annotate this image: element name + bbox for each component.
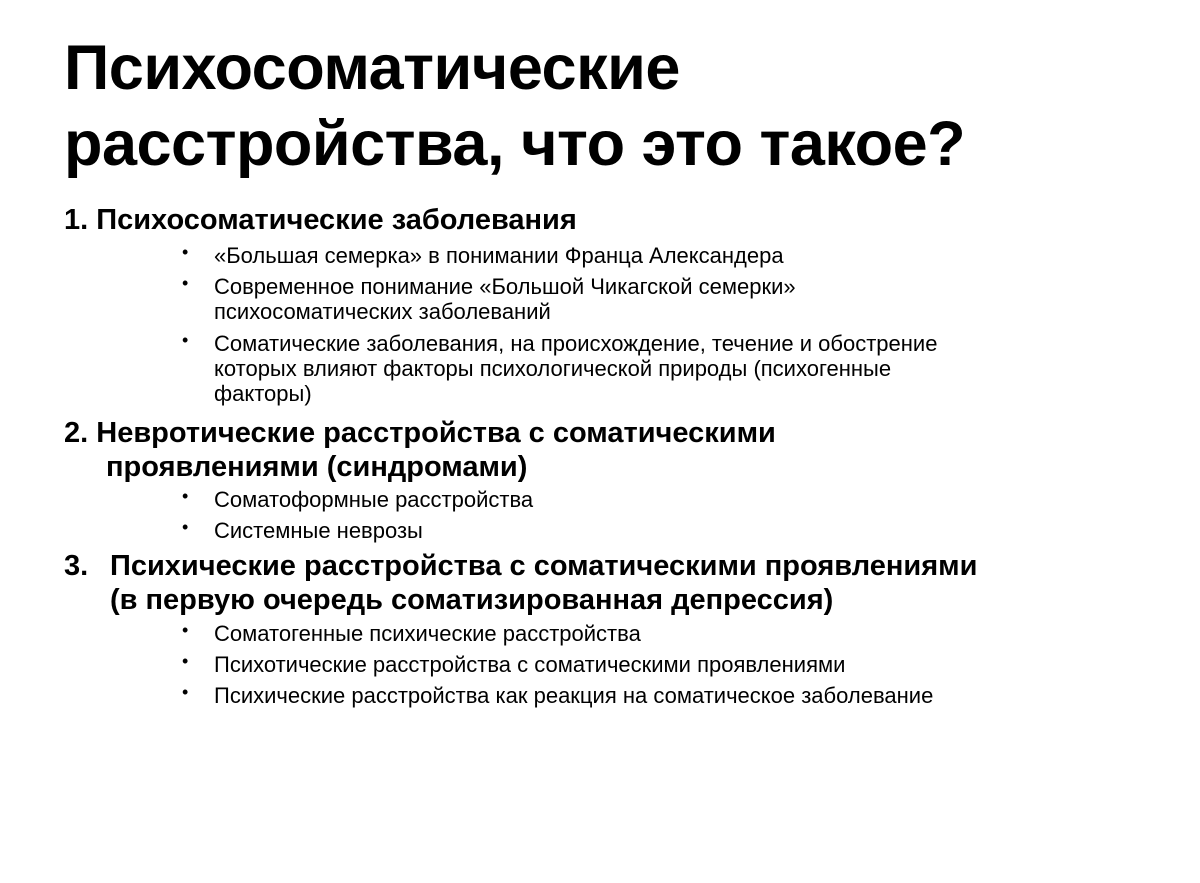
bullet-text-line: Психотические расстройства с соматическими проявлениями	[214, 652, 846, 677]
bullet-dot-icon: •	[182, 486, 189, 506]
section-3-heading	[64, 549, 977, 617]
bullet-text-line: Системные неврозы	[214, 518, 423, 543]
bullet-text-line: факторы)	[214, 381, 312, 406]
section-2-number: 2.	[64, 417, 89, 449]
slide-title-line-2: расстройства, что это такое?	[64, 109, 966, 179]
bullet-dot-icon: •	[182, 330, 189, 350]
section-2-heading-line-1: Невротические расстройства с соматическими	[96, 417, 776, 449]
bullet-text-line: «Большая семерка» в понимании Франца Александера	[214, 243, 784, 268]
bullet-text-line: психосоматических заболеваний	[214, 299, 551, 324]
section-3-number: 3.	[64, 550, 89, 582]
slide-title	[64, 30, 1164, 182]
section-1-heading-text: Психосоматические заболевания	[96, 204, 577, 236]
section-2-heading-line-2: проявлениями (синдромами)	[106, 451, 528, 483]
slide-title-line-1: Психосоматические	[64, 33, 680, 103]
bullet-dot-icon: •	[182, 620, 189, 640]
bullet-text-line: Психические расстройства как реакция на соматическое заболевание	[214, 683, 934, 708]
bullet-dot-icon: •	[182, 651, 189, 671]
bullet-text-line: Современное понимание «Большой Чикагской семерки»	[214, 274, 796, 299]
section-1-heading	[64, 203, 577, 237]
bullet-text-line: Соматогенные психические расстройства	[214, 621, 641, 646]
bullet-dot-icon: •	[182, 517, 189, 537]
bullet-text-line: Соматические заболевания, на происхождение, течение и обострение	[214, 331, 938, 356]
section-3-heading-line-2: (в первую очередь соматизированная депрессия)	[110, 584, 834, 616]
section-2-heading	[64, 416, 776, 484]
bullet-text-line: Соматоформные расстройства	[214, 487, 534, 512]
bullet-dot-icon: •	[182, 242, 189, 262]
section-3-heading-line-1: Психические расстройства с соматическими проявлениями	[110, 550, 978, 582]
bullet-dot-icon: •	[182, 273, 189, 293]
section-1-number: 1.	[64, 204, 89, 236]
bullet-text-line: которых влияют факторы психологической природы (психогенные	[214, 356, 892, 381]
bullet-dot-icon: •	[182, 682, 189, 702]
